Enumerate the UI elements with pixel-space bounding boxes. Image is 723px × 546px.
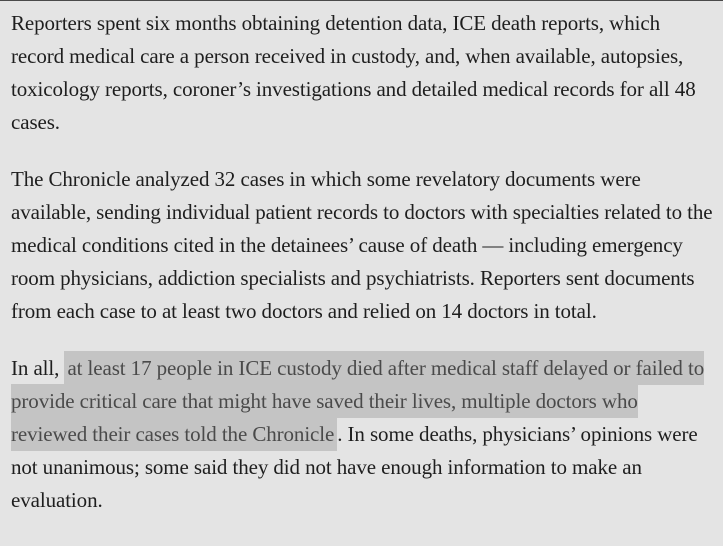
highlighted-text: at least 17 people in ICE custody died after medical staff delayed or failed to provide critical care that might have saved their lives, multiple doctors who reviewed their cases told the Chronicle <box>11 351 704 451</box>
article-body <box>0 1 723 517</box>
paragraph-data-collection <box>11 7 715 139</box>
paragraph-text: . In some deaths, physicians’ opinions were not unanimous; some said they did not have enough information to make an evaluation. <box>11 422 698 512</box>
paragraph-text: In all, <box>11 356 65 380</box>
paragraph-case-analysis <box>11 163 715 328</box>
paragraph-text: The Chronicle analyzed 32 cases in which some revelatory documents were available, sending individual patient records to doctors with specialties related to the medical conditions cited in the detainees’ cause of death — including emergency room physicians, addiction specialists and psychiatrists. Reporters sent documents from each case to at least two doctors and relied on 14 doctors in total. <box>11 167 713 323</box>
paragraph-findings <box>11 352 715 517</box>
paragraph-text: Reporters spent six months obtaining detention data, ICE death reports, which record medical care a person received in custody, and, when available, autopsies, toxicology reports, coroner’s investigations and detailed medical records for all 48 cases. <box>11 11 696 134</box>
